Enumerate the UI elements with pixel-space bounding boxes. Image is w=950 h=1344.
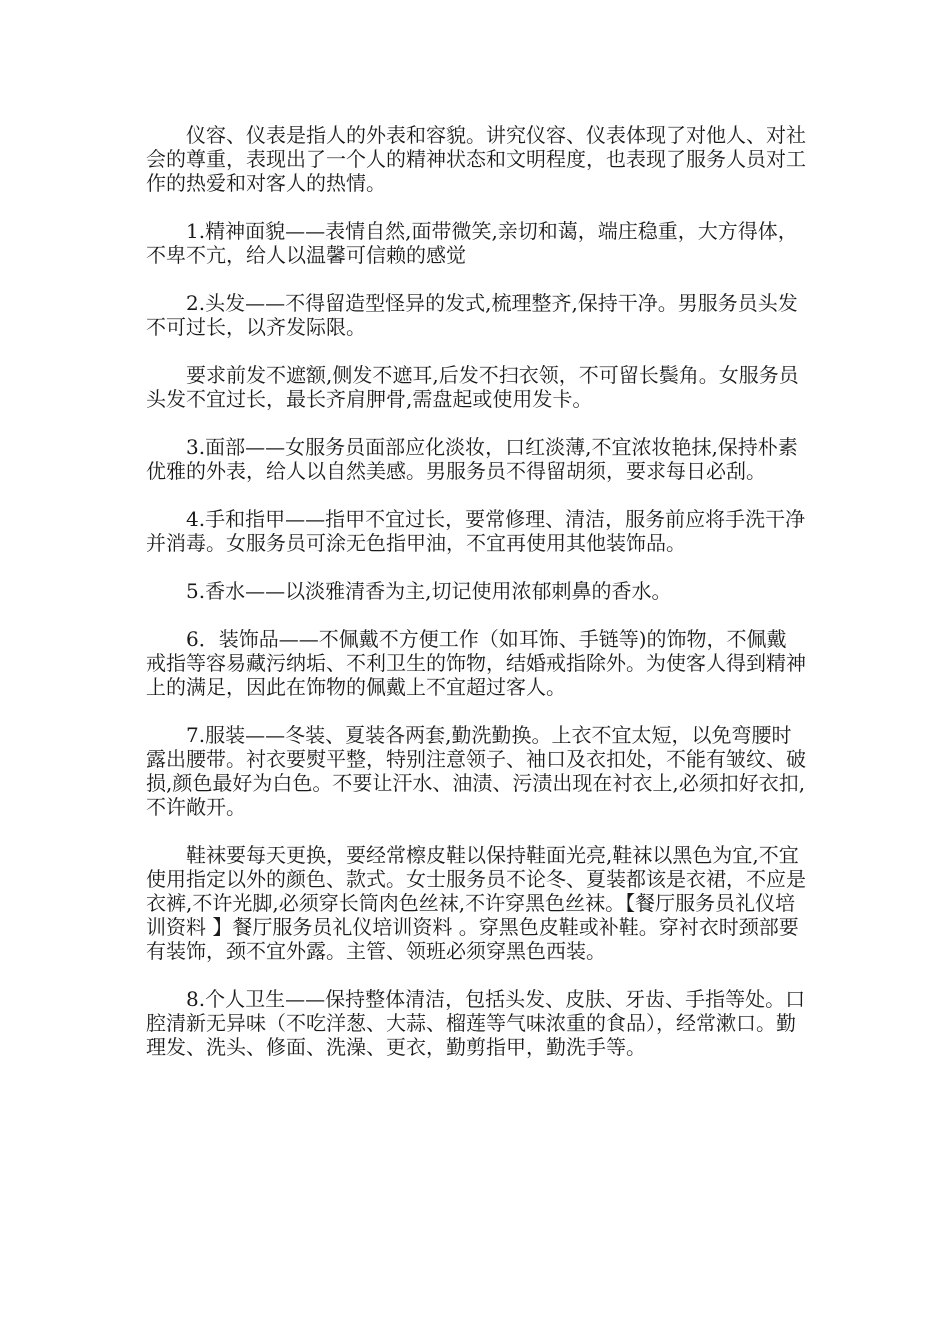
paragraph-hygiene: 8.个人卫生——保持整体清洁，包括头发、皮肤、牙齿、手指等处。口腔清新无异味（不吃洋葱、大蒜、榴莲等气味浓重的食品），经常漱口。勤理发、洗头、修面、洗澡、更衣，勤剪指甲，勤洗手等。 xyxy=(146,987,806,1059)
paragraph-accessories: 6．装饰品——不佩戴不方便工作（如耳饰、手链等)的饰物，不佩戴戒指等容易藏污纳垢、不利卫生的饰物，结婚戒指除外。为使客人得到精神上的满足，因此在饰物的佩戴上不宜超过客人。 xyxy=(146,627,806,699)
paragraph-clothing: 7.服装——冬装、夏装各两套,勤洗勤换。上衣不宜太短，以免弯腰时露出腰带。衬衣要熨平整，特别注意领子、袖口及衣扣处，不能有皱纹、破损,颜色最好为白色。不要让汗水、油渍、污渍出现在衬衣上,必须扣好衣扣,不许敞开。 xyxy=(146,723,806,819)
paragraph-hair-requirements: 要求前发不遮额,侧发不遮耳,后发不扫衣领，不可留长鬓角。女服务员头发不宜过长，最长齐肩胛骨,需盘起或使用发卡。 xyxy=(146,363,799,411)
paragraph-spirit: 1.精神面貌——表情自然,面带微笑,亲切和蔼，端庄稳重，大方得体，不卑不亢，给人以温馨可信赖的感觉 xyxy=(146,219,798,267)
paragraph-shoes-socks: 鞋袜要每天更换，要经常檫皮鞋以保持鞋面光亮,鞋袜以黑色为宜,不宜使用指定以外的颜色、款式。女士服务员不论冬、夏装都该是衣裙，不应是衣裤,不许光脚,必须穿长筒肉色丝袜,不许穿黑色丝袜。【餐厅服务员礼仪培训资料 】餐厅服务员礼仪培训资料 。穿黑色皮鞋或补鞋。穿衬衣时颈部要有装饰，颈不宜外露。主管、领班必须穿黑色西装。 xyxy=(146,843,806,963)
paragraph-hair: 2.头发——不得留造型怪异的发式,梳理整齐,保持干净。男服务员头发不可过长，以齐发际限。 xyxy=(146,291,798,339)
paragraph-face: 3.面部——女服务员面部应化淡妆，口红淡薄,不宜浓妆艳抹,保持朴素优雅的外表，给人以自然美感。男服务员不得留胡须，要求每日必刮。 xyxy=(146,435,798,483)
paragraph-hands-nails: 4.手和指甲——指甲不宜过长，要常修理、清洁，服务前应将手洗干净并消毒。女服务员可涂无色指甲油，不宜再使用其他装饰品。 xyxy=(146,507,806,555)
paragraph-perfume: 5.香水——以淡雅清香为主,切记使用浓郁刺鼻的香水。 xyxy=(186,579,672,603)
document-body xyxy=(146,123,806,1083)
intro-paragraph: 仪容、仪表是指人的外表和容貌。讲究仪容、仪表体现了对他人、对社会的尊重，表现出了一个人的精神状态和文明程度，也表现了服务人员对工作的热爱和对客人的热情。 xyxy=(146,123,806,195)
